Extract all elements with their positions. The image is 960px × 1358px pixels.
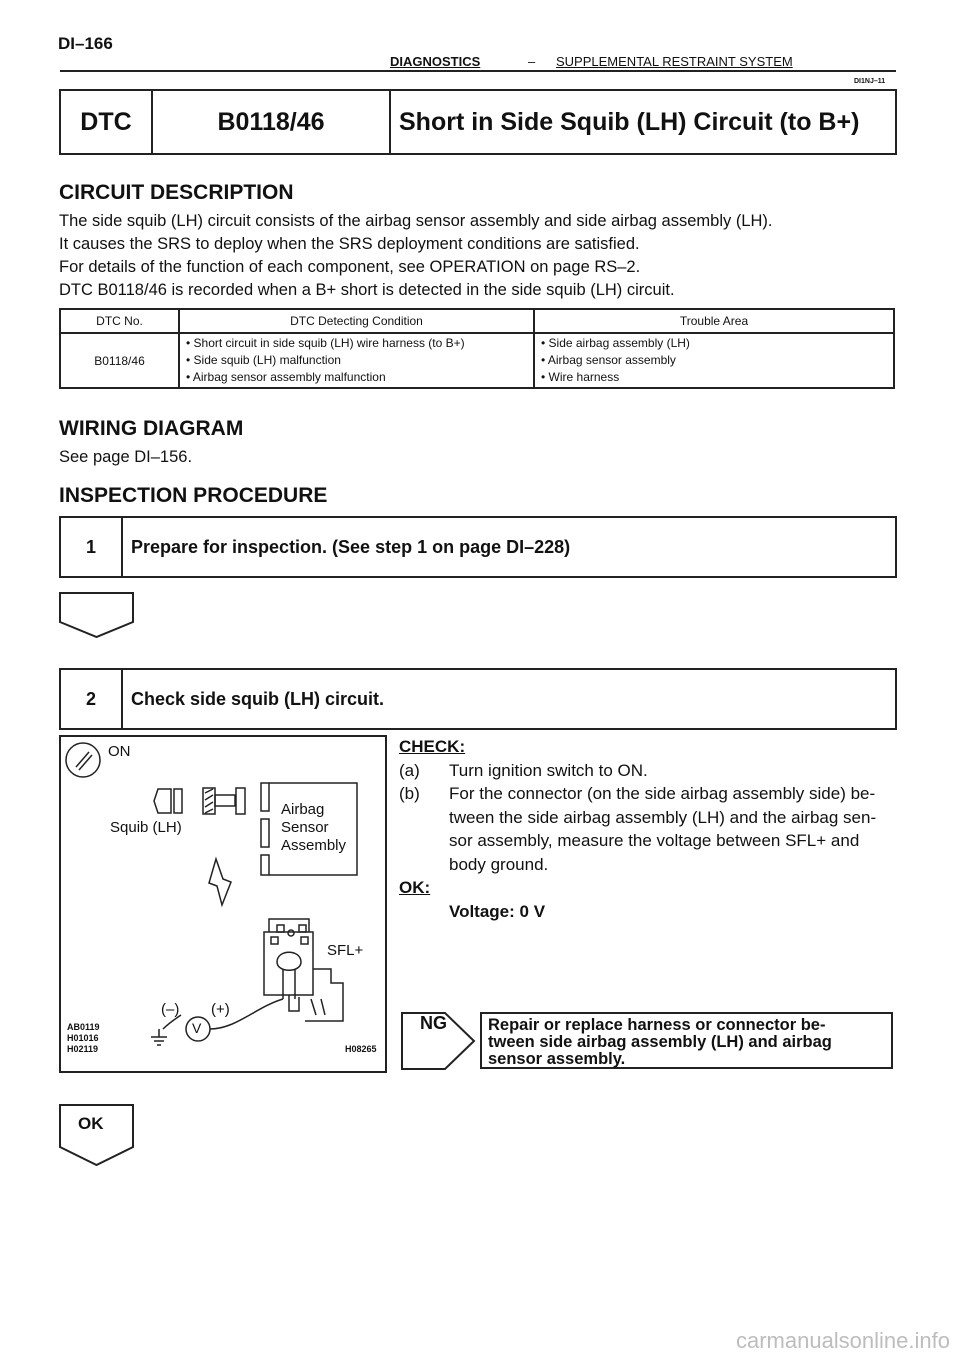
dtc-banner — [59, 89, 897, 155]
check-block — [399, 735, 899, 923]
condition-item: • Airbag sensor assembly malfunction — [186, 370, 386, 384]
sensor-label-line: Sensor — [281, 819, 329, 836]
condition-item: • Short circuit in side squib (LH) wire harness (to B+) — [186, 336, 465, 350]
ng-action-box — [480, 1012, 893, 1069]
table-cell-trouble-areas — [534, 333, 894, 388]
dtc-title: Short in Side Squib (LH) Circuit (to B+) — [399, 107, 860, 136]
step-1-box — [59, 516, 897, 578]
figure-code: H01016 — [67, 1033, 99, 1043]
trouble-area-item: • Wire harness — [541, 370, 620, 384]
ng-label: NG — [420, 1013, 447, 1033]
item-text: Turn ignition switch to ON. — [449, 760, 648, 780]
ng-action-line: Repair or replace harness or connector be- — [488, 1016, 826, 1034]
circuit-description-heading: CIRCUIT DESCRIPTION — [59, 181, 294, 204]
step-title: Check side squib (LH) circuit. — [131, 688, 385, 709]
condition-item: • Side squib (LH) malfunction — [186, 353, 341, 367]
ng-action-line: tween side airbag assembly (LH) and airbag — [488, 1033, 832, 1051]
trouble-area-item: • Side airbag assembly (LH) — [541, 336, 690, 350]
ok-tab-label: OK — [78, 1114, 104, 1133]
watermark: carmanualsonline.info — [735, 1328, 950, 1353]
item-text — [449, 782, 876, 876]
check-item-b — [399, 782, 899, 876]
item-line: sor assembly, measure the voltage between SFL+ and — [449, 831, 860, 850]
wiring-diagram-text: See page DI–156. — [59, 448, 193, 466]
step-2-box — [59, 668, 897, 730]
dtc-label: DTC — [61, 91, 153, 153]
subsection-name: SUPPLEMENTAL RESTRAINT SYSTEM — [556, 54, 793, 69]
document-code: DI1NJ–11 — [854, 78, 886, 85]
inspection-figure — [59, 735, 387, 1073]
table-row — [60, 333, 894, 388]
section-name: DIAGNOSTICS — [390, 54, 481, 69]
item-marker: (b) — [399, 784, 420, 803]
wiring-diagram-heading: WIRING DIAGRAM — [59, 417, 244, 440]
table-header-condition: DTC Detecting Condition — [179, 309, 534, 333]
ok-value: Voltage: 0 V — [449, 901, 546, 921]
page-number: DI–166 — [58, 34, 113, 53]
airbag-sensor-label — [281, 801, 346, 855]
trouble-area-item: • Airbag sensor assembly — [541, 353, 676, 367]
dtc-table — [59, 308, 895, 389]
table-header-trouble-area: Trouble Area — [534, 309, 894, 333]
figure-code: AB0119 — [67, 1022, 100, 1032]
item-line: tween the side airbag assembly (LH) and the airbag sen- — [449, 807, 877, 827]
inspection-procedure-heading: INSPECTION PROCEDURE — [59, 484, 328, 507]
figure-code-right: H08265 — [345, 1044, 377, 1054]
description-line: For details of the function of each component, see OPERATION on page RS–2. — [59, 258, 641, 276]
ng-action-line: sensor assembly. — [488, 1050, 626, 1068]
step-number: 2 — [61, 670, 123, 728]
sensor-label-line: Assembly — [281, 837, 347, 854]
ignition-on-label: ON — [108, 743, 131, 760]
figure-drawing — [61, 737, 385, 1071]
terminal-label: SFL+ — [327, 942, 364, 959]
next-step-arrow — [59, 592, 134, 638]
table-cell-conditions — [179, 333, 534, 388]
section-header — [60, 52, 896, 72]
figure-code: H02119 — [67, 1044, 99, 1054]
dtc-code: B0118/46 — [153, 91, 391, 153]
ok-label: OK: — [399, 878, 431, 897]
description-line: DTC B0118/46 is recorded when a B+ short is detected in the side squib (LH) circuit. — [59, 281, 675, 299]
step-title: Prepare for inspection. (See step 1 on page DI–228) — [131, 536, 571, 557]
voltmeter-icon: V — [192, 1020, 202, 1036]
section-separator: – — [528, 54, 536, 69]
probe-positive-label: (+) — [211, 1001, 230, 1018]
table-header-row — [60, 309, 894, 333]
item-line: body ground. — [449, 854, 549, 874]
description-line: It causes the SRS to deploy when the SRS deployment conditions are satisfied. — [59, 235, 640, 253]
step-number: 1 — [61, 518, 123, 576]
check-label: CHECK: — [399, 737, 466, 756]
probe-negative-label: (–) — [161, 1001, 180, 1018]
squib-label: Squib (LH) — [110, 819, 182, 836]
description-line: The side squib (LH) circuit consists of the airbag sensor assembly and side airbag assembly (LH). — [59, 212, 773, 230]
item-marker: (a) — [399, 760, 420, 780]
circuit-description-text — [59, 210, 772, 302]
table-cell-dtc-no: B0118/46 — [60, 333, 179, 388]
item-line: For the connector (on the side airbag assembly side) be- — [449, 784, 876, 803]
table-header-dtc-no: DTC No. — [60, 309, 179, 333]
figure-codes — [67, 1022, 100, 1055]
sensor-label-line: Airbag — [281, 801, 325, 818]
check-item-a — [399, 759, 899, 783]
